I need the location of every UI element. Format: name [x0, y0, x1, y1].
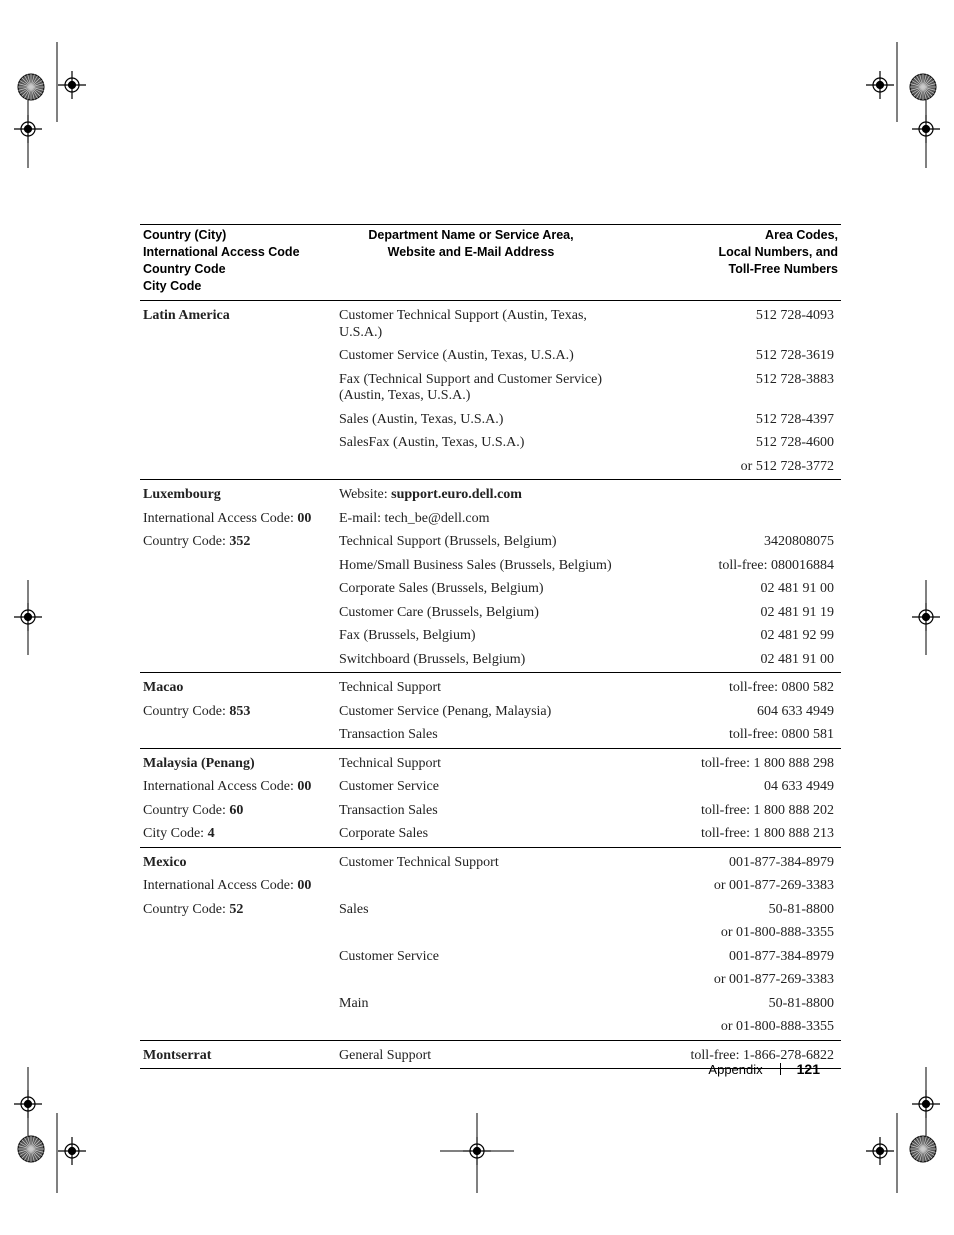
department-text: Home/Small Business Sales (Brussels, Belgium) — [339, 557, 612, 573]
header-numbers — [633, 225, 841, 301]
department-text: E-mail: tech_be@dell.com — [339, 510, 490, 526]
phone-number: 02 481 91 00 — [760, 581, 834, 596]
table-row — [140, 456, 841, 480]
country-info: International Access Code: — [143, 878, 298, 893]
country-cell — [140, 899, 336, 923]
phone-number: 512 728-4397 — [755, 411, 834, 427]
header-line: Local Numbers, and — [718, 245, 838, 259]
country-cell — [140, 369, 336, 409]
country-cell — [140, 345, 336, 369]
header-line: International Access Code — [143, 245, 300, 259]
department-cell — [336, 724, 633, 748]
header-line: Website and E-Mail Address — [387, 245, 555, 259]
header-line: Country Code — [143, 262, 226, 276]
phone-number: toll-free: 1-866-278-6822 — [690, 1047, 834, 1063]
number-cell — [633, 345, 841, 369]
phone-number: 512 728-4600 — [755, 435, 834, 450]
code-value: 00 — [297, 878, 312, 893]
table-row — [140, 555, 841, 579]
country-info: International Access Code: — [143, 779, 298, 794]
department-cell — [336, 993, 633, 1017]
table-row — [140, 946, 841, 970]
starburst-target — [910, 1136, 936, 1162]
department-text: Customer Service — [339, 948, 439, 964]
phone-number: toll-free: 1 800 888 202 — [701, 802, 834, 818]
country-name: Macao — [143, 680, 184, 695]
department-text: SalesFax (Austin, Texas, U.S.A.) — [339, 435, 525, 450]
country-name: Montserrat — [143, 1047, 212, 1063]
country-cell — [140, 602, 336, 626]
number-cell — [633, 847, 841, 875]
country-cell — [140, 875, 336, 899]
number-cell — [633, 1016, 841, 1040]
phone-number: 04 633 4949 — [764, 779, 834, 794]
phone-number: toll-free: 0800 581 — [729, 727, 834, 742]
number-cell — [633, 776, 841, 800]
registration-cross — [58, 1137, 86, 1165]
phone-number: 02 481 92 99 — [760, 628, 834, 643]
table-row — [140, 1016, 841, 1040]
code-value: 853 — [229, 703, 251, 719]
country-info: City Code: — [143, 826, 208, 841]
country-info: Country Code: — [143, 802, 230, 818]
table-row — [140, 578, 841, 602]
number-cell — [633, 823, 841, 847]
department-text: General Support — [339, 1047, 432, 1063]
department-cell — [336, 301, 633, 346]
department-cell — [336, 625, 633, 649]
country-cell — [140, 724, 336, 748]
country-name: Latin America — [143, 308, 230, 323]
department-text: Sales (Austin, Texas, U.S.A.) — [339, 411, 504, 427]
number-cell — [633, 625, 841, 649]
table-row — [140, 480, 841, 508]
department-text: Customer Technical Support — [339, 854, 499, 870]
table-row — [140, 800, 841, 824]
country-cell — [140, 922, 336, 946]
website-link[interactable]: support.euro.dell.com — [391, 487, 522, 502]
number-cell — [633, 369, 841, 409]
department-cell — [336, 969, 633, 993]
country-cell — [140, 625, 336, 649]
header-country — [140, 225, 336, 301]
country-cell — [140, 969, 336, 993]
department-text: Fax (Technical Support and Customer Service) (Austin, Texas, U.S.A.) — [339, 371, 603, 403]
department-cell — [336, 508, 633, 532]
country-cell — [140, 823, 336, 847]
department-text: Corporate Sales (Brussels, Belgium) — [339, 581, 544, 596]
country-cell — [140, 946, 336, 970]
department-text: Customer Care (Brussels, Belgium) — [339, 604, 539, 620]
department-cell — [336, 875, 633, 899]
footer-separator — [780, 1063, 781, 1075]
phone-number: or 01-800-888-3355 — [720, 925, 834, 940]
registration-cross — [912, 1090, 940, 1118]
number-cell — [633, 969, 841, 993]
code-value: 52 — [229, 901, 244, 917]
country-cell — [140, 800, 336, 824]
header-line: Department Name or Service Area, — [368, 228, 574, 242]
department-cell — [336, 823, 633, 847]
country-cell — [140, 993, 336, 1017]
department-text: Fax (Brussels, Belgium) — [339, 628, 476, 643]
phone-number: 3420808075 — [764, 534, 834, 549]
phone-number: 512 728-3883 — [755, 371, 834, 387]
department-cell — [336, 946, 633, 970]
number-cell — [633, 800, 841, 824]
number-cell — [633, 748, 841, 776]
registration-cross — [14, 603, 42, 631]
registration-cross — [912, 603, 940, 631]
code-value: 352 — [229, 534, 251, 549]
table-row — [140, 847, 841, 875]
department-text: Customer Service (Penang, Malaysia) — [339, 703, 552, 719]
department-cell — [336, 555, 633, 579]
code-value: 00 — [297, 779, 312, 794]
phone-number: toll-free: 1 800 888 213 — [701, 826, 834, 841]
country-cell — [140, 508, 336, 532]
country-cell — [140, 748, 336, 776]
number-cell — [633, 946, 841, 970]
phone-number: toll-free: 1 800 888 298 — [701, 755, 834, 771]
table-row — [140, 922, 841, 946]
registration-cross — [14, 1090, 42, 1118]
department-cell — [336, 409, 633, 433]
country-name: Mexico — [143, 854, 187, 870]
department-cell — [336, 602, 633, 626]
header-line: Toll-Free Numbers — [728, 262, 838, 276]
header-line: Area Codes, — [765, 228, 838, 242]
department-cell — [336, 531, 633, 555]
phone-number: 604 633 4949 — [757, 703, 834, 719]
department-text: Corporate Sales — [339, 826, 429, 841]
table-row — [140, 701, 841, 725]
number-cell — [633, 899, 841, 923]
starburst-target — [18, 74, 44, 100]
department-cell — [336, 432, 633, 456]
table-row — [140, 602, 841, 626]
table-row — [140, 899, 841, 923]
footer-section: Appendix — [708, 1062, 763, 1077]
department-cell — [336, 673, 633, 701]
phone-number: or 001-877-269-3383 — [713, 878, 834, 893]
phone-number: or 01-800-888-3355 — [720, 1019, 834, 1034]
registration-cross — [463, 1137, 491, 1165]
phone-number: 50-81-8800 — [768, 901, 834, 917]
country-cell — [140, 847, 336, 875]
number-cell — [633, 555, 841, 579]
phone-number: 50-81-8800 — [768, 995, 834, 1011]
number-cell — [633, 649, 841, 673]
table-row — [140, 724, 841, 748]
department-text: Customer Service — [339, 779, 439, 794]
country-cell — [140, 1016, 336, 1040]
country-cell — [140, 456, 336, 480]
country-cell — [140, 301, 336, 346]
header-line: City Code — [143, 279, 202, 293]
department-text: Technical Support — [339, 755, 442, 771]
code-value: 60 — [229, 802, 244, 818]
table-row — [140, 531, 841, 555]
department-text: Customer Technical Support (Austin, Texas, U.S.A.) — [339, 308, 587, 340]
phone-number: or 001-877-269-3383 — [713, 972, 834, 987]
department-cell — [336, 748, 633, 776]
phone-number: 02 481 91 00 — [760, 651, 834, 667]
table-header-row — [140, 225, 841, 301]
table-row — [140, 823, 841, 847]
department-text: Main — [339, 995, 369, 1011]
country-info: International Access Code: — [143, 510, 298, 526]
starburst-target — [910, 74, 936, 100]
registration-cross — [14, 115, 42, 143]
department-cell — [336, 345, 633, 369]
table-row — [140, 369, 841, 409]
department-text: Transaction Sales — [339, 727, 438, 742]
number-cell — [633, 301, 841, 346]
number-cell — [633, 602, 841, 626]
table-body — [140, 301, 841, 1069]
phone-number: or 512 728-3772 — [740, 458, 834, 474]
table-row — [140, 432, 841, 456]
table-row — [140, 673, 841, 701]
department-cell — [336, 899, 633, 923]
registration-cross — [866, 1137, 894, 1165]
phone-number: 02 481 91 19 — [760, 604, 834, 620]
header-department — [336, 225, 633, 301]
table-row — [140, 969, 841, 993]
department-cell — [336, 1040, 633, 1069]
phone-number: toll-free: 0800 582 — [729, 680, 834, 695]
number-cell — [633, 508, 841, 532]
number-cell — [633, 875, 841, 899]
table-row — [140, 301, 841, 346]
table-row — [140, 875, 841, 899]
phone-number: 001-877-384-8979 — [729, 854, 834, 870]
phone-number: 001-877-384-8979 — [729, 948, 834, 964]
registration-cross — [866, 71, 894, 99]
number-cell — [633, 456, 841, 480]
table-row — [140, 409, 841, 433]
country-cell — [140, 1040, 336, 1069]
country-cell — [140, 531, 336, 555]
header-line: Country (City) — [143, 228, 227, 242]
number-cell — [633, 673, 841, 701]
department-text: Technical Support — [339, 680, 442, 695]
table-row — [140, 776, 841, 800]
country-cell — [140, 649, 336, 673]
number-cell — [633, 701, 841, 725]
phone-number: toll-free: 080016884 — [718, 557, 834, 573]
phone-number: 512 728-3619 — [755, 348, 834, 363]
number-cell — [633, 993, 841, 1017]
number-cell — [633, 480, 841, 508]
country-cell — [140, 578, 336, 602]
department-text: Switchboard (Brussels, Belgium) — [339, 651, 526, 667]
department-cell — [336, 649, 633, 673]
table-row — [140, 345, 841, 369]
registration-cross — [912, 115, 940, 143]
number-cell — [633, 409, 841, 433]
country-info: Country Code: — [143, 901, 230, 917]
country-cell — [140, 776, 336, 800]
code-value: 4 — [207, 826, 215, 841]
department-text: Customer Service (Austin, Texas, U.S.A.) — [339, 348, 574, 363]
country-info: Country Code: — [143, 703, 230, 719]
country-info: Country Code: — [143, 534, 230, 549]
number-cell — [633, 531, 841, 555]
department-cell — [336, 800, 633, 824]
country-cell — [140, 701, 336, 725]
country-cell — [140, 555, 336, 579]
department-cell — [336, 369, 633, 409]
country-name: Luxembourg — [143, 487, 221, 502]
code-value: 00 — [297, 510, 312, 526]
department-cell — [336, 847, 633, 875]
department-text: Website: — [339, 487, 392, 502]
phone-number: 512 728-4093 — [755, 308, 834, 323]
table-row — [140, 625, 841, 649]
country-cell — [140, 432, 336, 456]
department-cell — [336, 456, 633, 480]
department-cell — [336, 1016, 633, 1040]
country-cell — [140, 480, 336, 508]
country-name: Malaysia (Penang) — [143, 755, 255, 771]
department-text: Sales — [339, 901, 369, 917]
registration-cross — [58, 71, 86, 99]
number-cell — [633, 578, 841, 602]
table-row — [140, 508, 841, 532]
number-cell — [633, 922, 841, 946]
table-row — [140, 748, 841, 776]
country-cell — [140, 673, 336, 701]
department-cell — [336, 578, 633, 602]
department-cell — [336, 922, 633, 946]
contact-table — [140, 224, 841, 1069]
page-number: 121 — [796, 1061, 820, 1077]
department-cell — [336, 480, 633, 508]
table-row — [140, 649, 841, 673]
department-text: Technical Support (Brussels, Belgium) — [339, 534, 557, 549]
starburst-target — [18, 1136, 44, 1162]
table-row — [140, 993, 841, 1017]
number-cell — [633, 724, 841, 748]
page-footer — [708, 1061, 820, 1077]
country-cell — [140, 409, 336, 433]
number-cell — [633, 432, 841, 456]
department-cell — [336, 776, 633, 800]
department-text: Transaction Sales — [339, 802, 438, 818]
department-cell — [336, 701, 633, 725]
